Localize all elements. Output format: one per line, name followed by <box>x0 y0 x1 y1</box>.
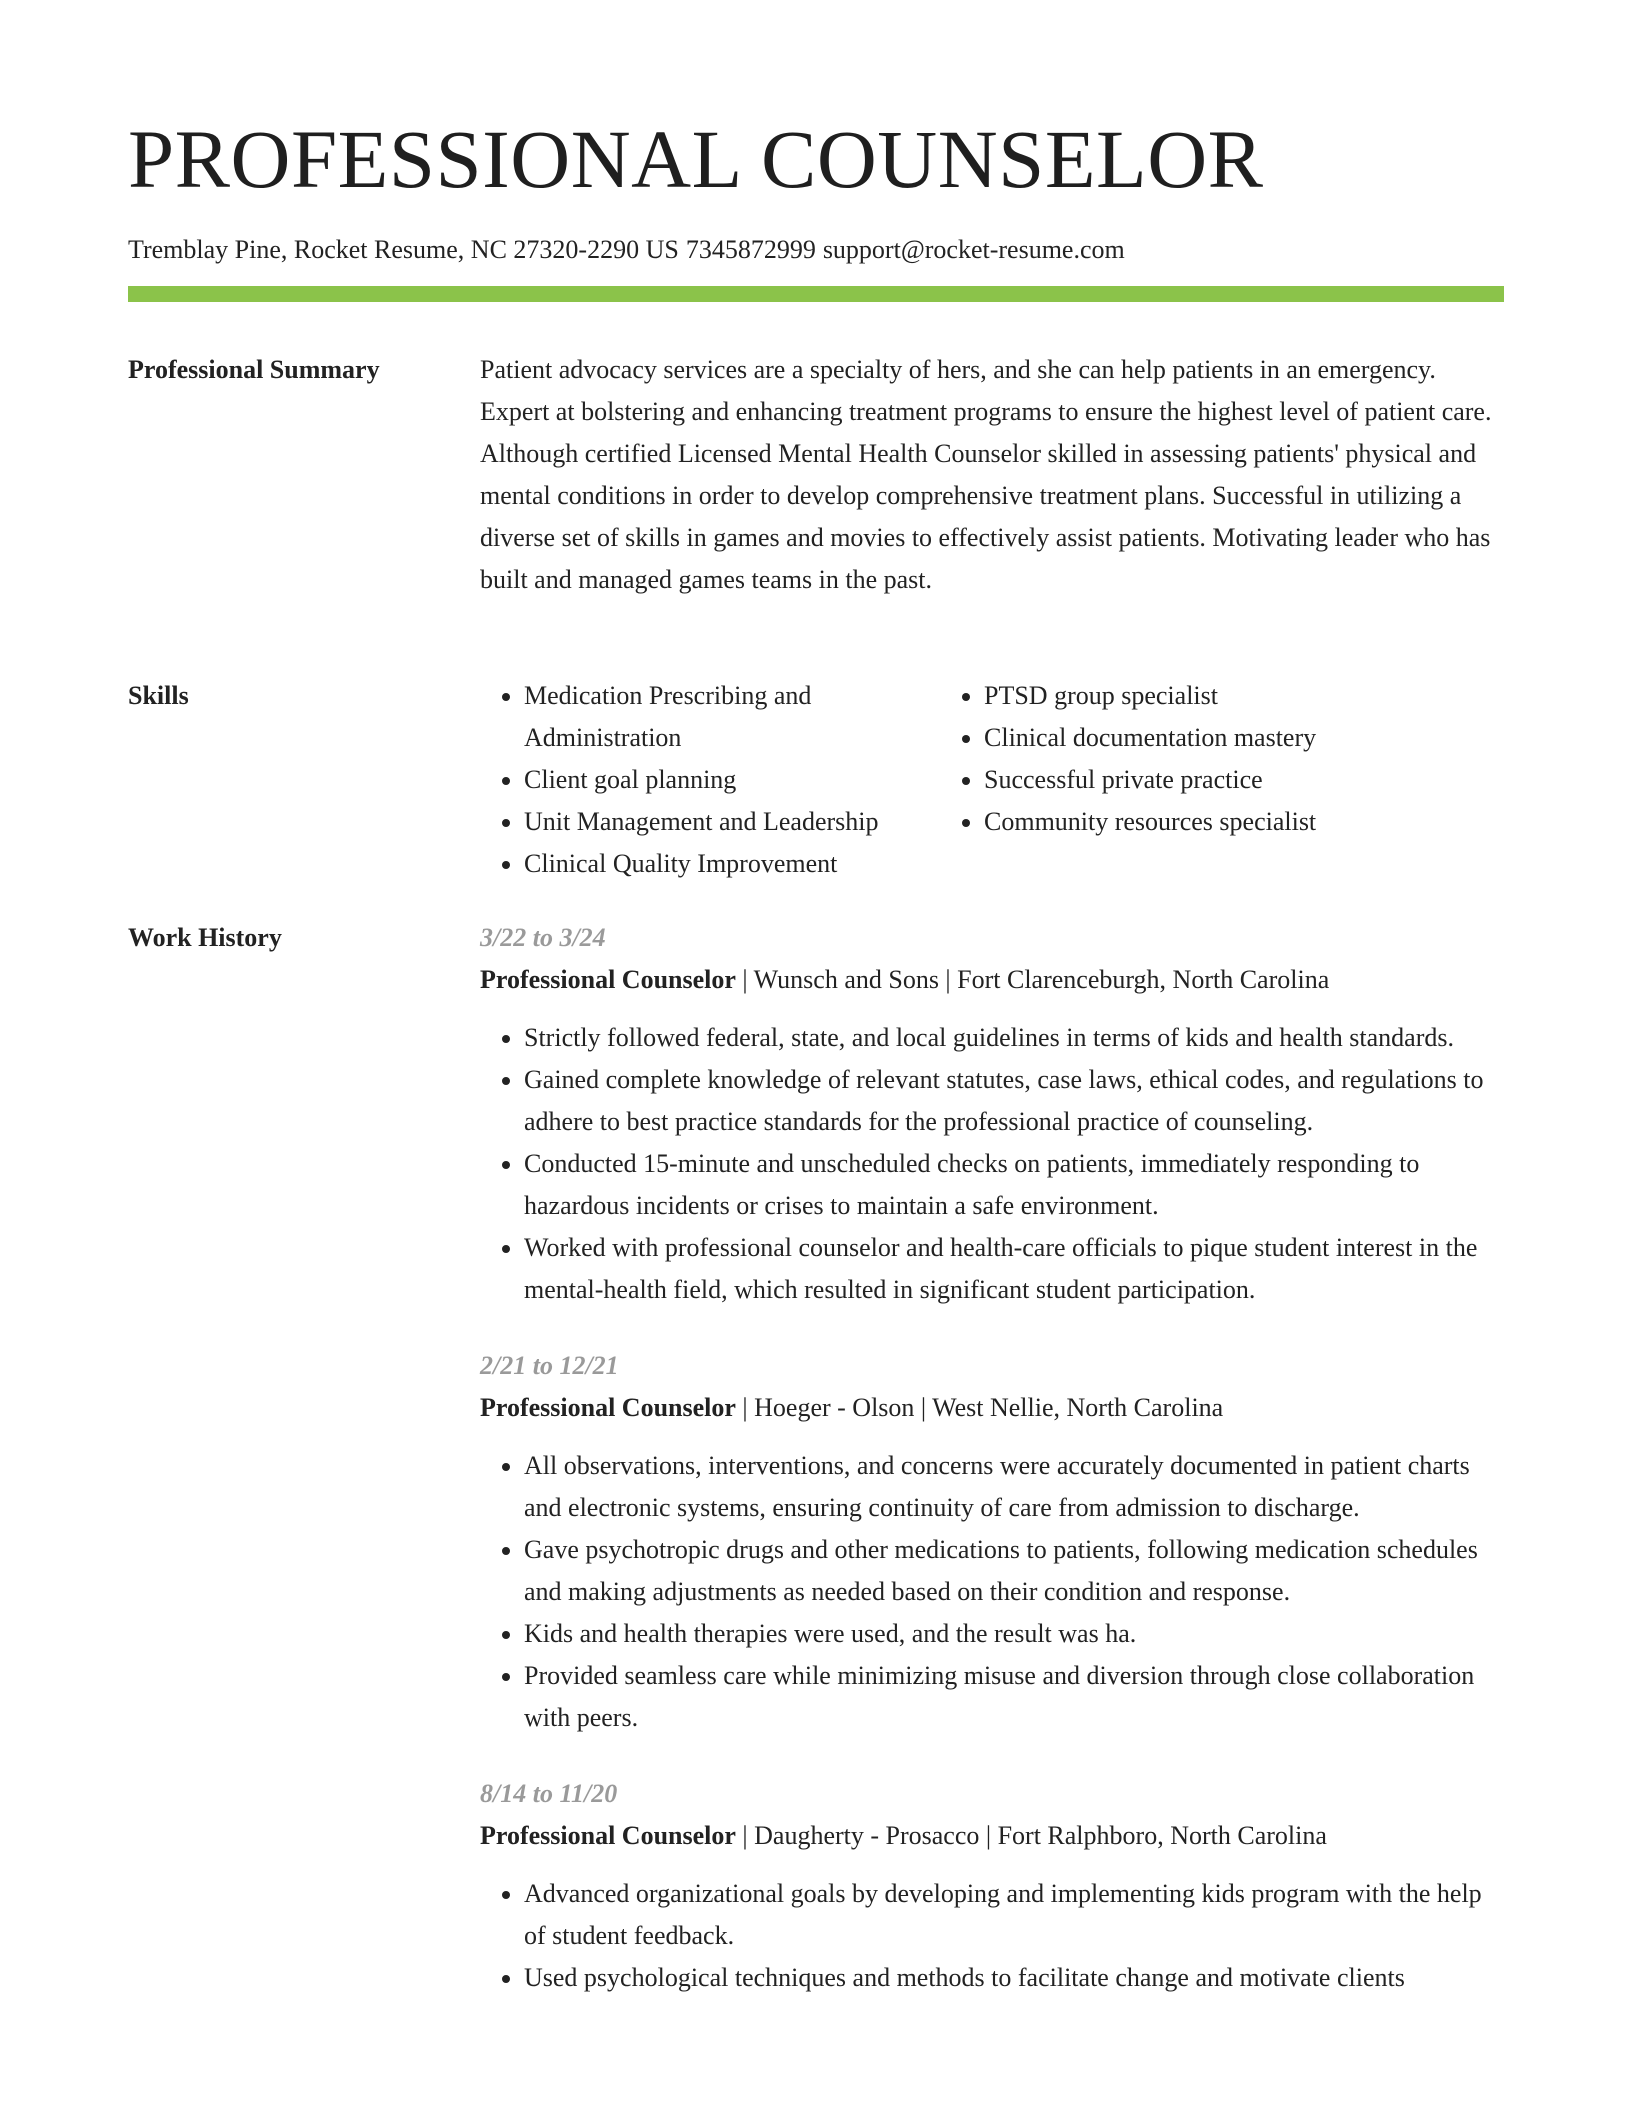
skill-item: • Unit Management and Leadership <box>524 801 940 843</box>
skill-item: • Successful private practice <box>984 759 1504 801</box>
summary-text: Patient advocacy services are a specialty of hers, and she can help patients in an emergency. Expert at bolstering and enhancing treatment programs to ensure the highest level of patient care. Although certified Licensed Mental Health Counselor skilled in assessing patients' physical and mental conditions in order to develop comprehensive treatment plans. Successful in utilizing a diverse set of skills in games and movies to effectively assist patients. Motivating leader who has built and managed games teams in the past. <box>480 355 1492 594</box>
job-dates: 8/14 to 11/20 <box>480 1779 618 1808</box>
job-entry <box>480 1345 1504 1739</box>
job-title: Professional Counselor <box>480 965 736 994</box>
job-title-line <box>480 959 1504 1001</box>
work-history-label: Work History <box>128 923 282 952</box>
skills-body <box>480 675 1504 885</box>
header-divider <box>128 286 1504 302</box>
skill-item: • Clinical documentation mastery <box>984 717 1504 759</box>
job-bullet: • Advanced organizational goals by developing and implementing kids program with the help of student feedback. <box>524 1873 1504 1957</box>
job-dates: 2/21 to 12/21 <box>480 1351 619 1380</box>
job-title: Professional Counselor <box>480 1821 736 1850</box>
skills-label: Skills <box>128 681 189 710</box>
job-bullet: • Provided seamless care while minimizing misuse and diversion through close collaboration with peers. <box>524 1655 1504 1739</box>
work-history-body <box>480 917 1504 2033</box>
job-bullets <box>480 1873 1504 1999</box>
contact-line <box>128 232 1125 268</box>
job-bullet: • Gave psychotropic drugs and other medications to patients, following medication schedules and making adjustments as needed based on their condition and response. <box>524 1529 1504 1613</box>
job-bullet: • Strictly followed federal, state, and local guidelines in terms of kids and health standards. <box>524 1017 1504 1059</box>
job-details: | Daugherty - Prosacco | Fort Ralphboro, North Carolina <box>742 1821 1327 1850</box>
job-bullet: • All observations, interventions, and concerns were accurately documented in patient charts and electronic systems, ensuring continuity of care from admission to discharge. <box>524 1445 1504 1529</box>
job-title-line <box>480 1387 1504 1429</box>
job-details: | Wunsch and Sons | Fort Clarenceburgh, North Carolina <box>742 965 1330 994</box>
job-title: Professional Counselor <box>480 1393 736 1422</box>
skill-item: • Medication Prescribing and Administration <box>524 675 940 759</box>
job-bullet: • Used psychological techniques and methods to facilitate change and motivate clients <box>524 1957 1504 1999</box>
summary-body <box>480 349 1504 601</box>
resume-name: PROFESSIONAL COUNSELOR <box>128 113 1264 205</box>
skills-list-left <box>480 675 940 885</box>
skill-item: • Client goal planning <box>524 759 940 801</box>
job-dates: 3/22 to 3/24 <box>480 923 606 952</box>
job-bullet: • Kids and health therapies were used, and the result was ha. <box>524 1613 1504 1655</box>
job-title-line <box>480 1815 1504 1857</box>
job-details: | Hoeger - Olson | West Nellie, North Carolina <box>742 1393 1224 1422</box>
job-bullets <box>480 1017 1504 1311</box>
skill-item: • Community resources specialist <box>984 801 1504 843</box>
skill-item: • PTSD group specialist <box>984 675 1504 717</box>
job-entry <box>480 1773 1504 1999</box>
summary-label: Professional Summary <box>128 355 380 384</box>
job-bullet: • Conducted 15-minute and unscheduled checks on patients, immediately responding to hazardous incidents or crises to maintain a safe environment. <box>524 1143 1504 1227</box>
contact-email: support@rocket-resume.com <box>822 235 1125 264</box>
skill-item: • Clinical Quality Improvement <box>524 843 940 885</box>
job-bullets <box>480 1445 1504 1739</box>
job-bullet: • Gained complete knowledge of relevant statutes, case laws, ethical codes, and regulations to adhere to best practice standards for the professional practice of counseling. <box>524 1059 1504 1143</box>
contact-address: Tremblay Pine, Rocket Resume, NC 27320-2290 US <box>128 235 679 264</box>
job-entry <box>480 917 1504 1311</box>
job-bullet: • Worked with professional counselor and health-care officials to pique student interest in the mental-health field, which resulted in significant student participation. <box>524 1227 1504 1311</box>
contact-phone: 7345872999 <box>685 235 816 264</box>
skills-list-right <box>940 675 1504 885</box>
